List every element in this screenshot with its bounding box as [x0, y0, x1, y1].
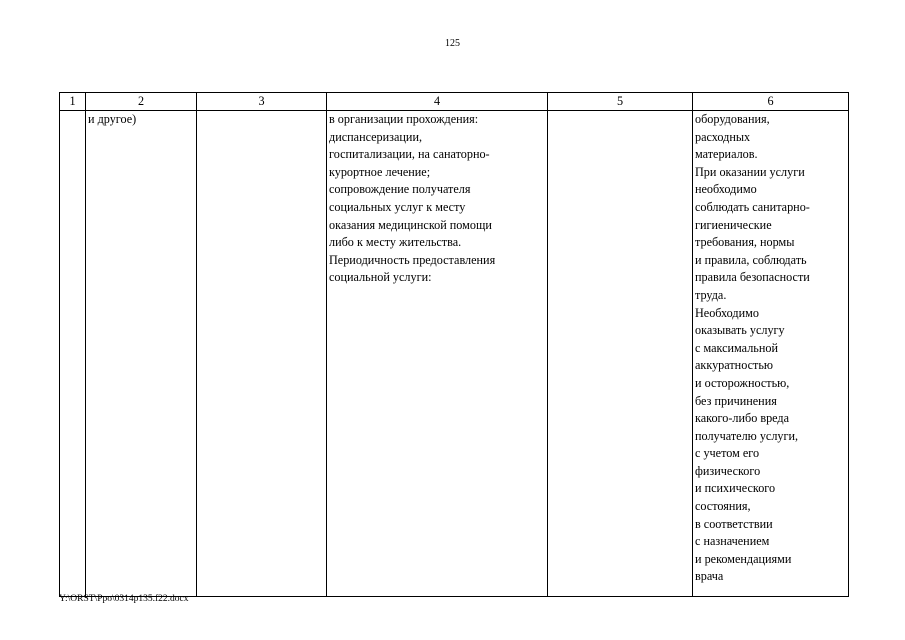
cell-line: получателю услуги,	[695, 428, 799, 443]
cell-line: сопровождение получателя	[329, 182, 471, 197]
cell-line: требования, нормы	[695, 235, 795, 250]
services-table	[59, 92, 849, 597]
cell-line: социальных услуг к месту	[329, 199, 466, 214]
cell-line: в соответствии	[695, 516, 773, 531]
cell-line: необходимо	[695, 182, 757, 197]
cell-line: оборудования,	[695, 112, 770, 126]
cell-line: труда.	[695, 287, 727, 302]
cell-line: и осторожностью,	[695, 375, 790, 390]
cell-line: расходных	[695, 129, 751, 144]
footer-file-path: Y:\ORST\Ppo\0314p135.f22.docx	[59, 594, 189, 604]
cell-line: с назначением	[695, 534, 770, 549]
cell-col-2	[86, 111, 197, 597]
cell-line: материалов.	[695, 147, 758, 162]
cell-line: правила безопасности	[695, 270, 810, 285]
table-header-row	[60, 93, 849, 111]
cell-col-3	[197, 111, 327, 597]
cell-line: оказывать услугу	[695, 323, 785, 338]
cell-line: без причинения	[695, 393, 777, 408]
header-col-3: 3	[197, 93, 327, 111]
cell-line: либо к месту жительства.	[329, 235, 462, 250]
cell-line: гигиенические	[695, 217, 772, 232]
cell-line: какого-либо вреда	[695, 411, 790, 426]
header-col-2: 2	[86, 93, 197, 111]
cell-line: курортное лечение;	[329, 164, 431, 179]
cell-col-1	[60, 111, 86, 597]
cell-line: состояния,	[695, 499, 751, 514]
header-col-5: 5	[548, 93, 693, 111]
cell-line: оказания медицинской помощи	[329, 217, 492, 232]
cell-line: соблюдать санитарно-	[695, 199, 810, 214]
cell-line: социальной услуги:	[329, 270, 432, 285]
cell-line: госпитализации, на санаторно-	[329, 147, 490, 162]
cell-line: с учетом его	[695, 446, 760, 461]
cell-col-5	[548, 111, 693, 597]
cell-col-4	[327, 111, 548, 597]
cell-line: диспансеризации,	[329, 129, 423, 144]
cell-line: с максимальной	[695, 340, 778, 355]
cell-line: физического	[695, 463, 761, 478]
header-col-1: 1	[60, 93, 86, 111]
cell-line: и психического	[695, 481, 776, 496]
cell-col-6	[693, 111, 849, 597]
cell-line: Периодичность предоставления	[329, 252, 496, 267]
header-col-4: 4	[327, 93, 548, 111]
cell-line: аккуратностью	[695, 358, 774, 373]
cell-line: и рекомендациями	[695, 551, 792, 566]
cell-line: Необходимо	[695, 305, 759, 320]
cell-line: и другое)	[88, 112, 137, 126]
cell-line: врача	[695, 569, 724, 584]
page-number: 125	[445, 38, 460, 49]
cell-line: в организации прохождения:	[329, 112, 479, 126]
cell-line: При оказании услуги	[695, 164, 805, 179]
header-col-6: 6	[693, 93, 849, 111]
cell-line: и правила, соблюдать	[695, 252, 807, 267]
table-row	[60, 111, 849, 597]
